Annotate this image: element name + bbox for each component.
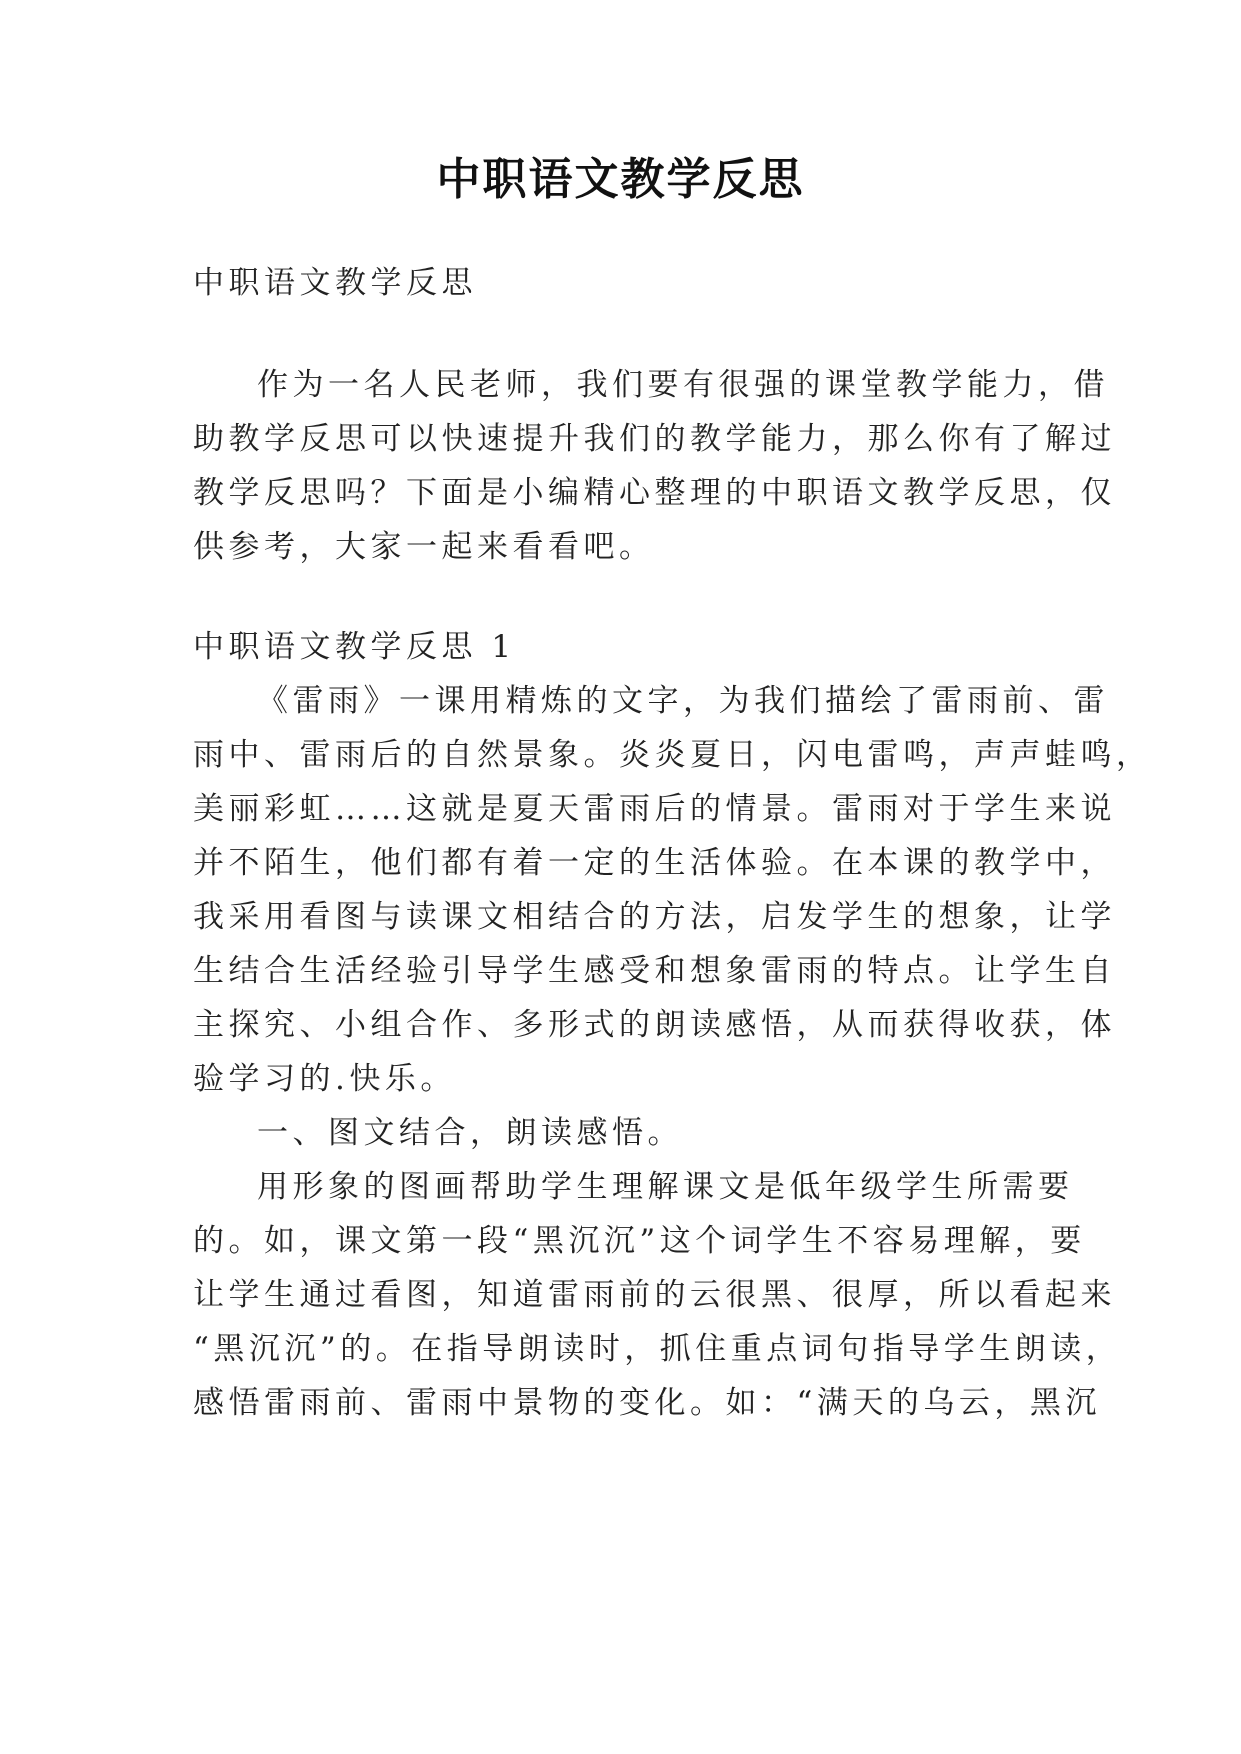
intro-line: 教学反思吗？下面是小编精心整理的中职语文教学反思，仅 bbox=[193, 475, 1116, 511]
section-heading: 中职语文教学反思 1 bbox=[193, 629, 516, 665]
point-heading: 一、图文结合，朗读感悟。 bbox=[257, 1115, 683, 1151]
paragraph-line: 美丽彩虹……这就是夏天雷雨后的情景。雷雨对于学生来说 bbox=[193, 791, 1116, 827]
paragraph-line: 生结合生活经验引导学生感受和想象雷雨的特点。让学生自 bbox=[193, 953, 1116, 989]
paragraph-line: 用形象的图画帮助学生理解课文是低年级学生所需要 bbox=[257, 1169, 1074, 1205]
paragraph-line: 验学习的.快乐。 bbox=[193, 1061, 456, 1097]
paragraph-line: 雨中、雷雨后的自然景象。炎炎夏日，闪电雷鸣，声声蛙鸣， bbox=[193, 737, 1152, 773]
paragraph-line: 的。如，课文第一段“黑沉沉”这个词学生不容易理解，要 bbox=[193, 1223, 1086, 1259]
intro-line: 作为一名人民老师，我们要有很强的课堂教学能力，借 bbox=[257, 367, 1109, 403]
paragraph-line: 并不陌生，他们都有着一定的生活体验。在本课的教学中， bbox=[193, 845, 1116, 881]
paragraph-line: 主探究、小组合作、多形式的朗读感悟，从而获得收获，体 bbox=[193, 1007, 1116, 1043]
document-title: 中职语文教学反思 bbox=[436, 154, 805, 205]
paragraph-line: “黑沉沉”的。在指导朗读时，抓住重点词句指导学生朗读， bbox=[193, 1331, 1122, 1367]
paragraph-line: 感悟雷雨前、雷雨中景物的变化。如：“满天的乌云，黑沉 bbox=[193, 1385, 1101, 1421]
paragraph-line: 《雷雨》一课用精炼的文字，为我们描绘了雷雨前、雷 bbox=[257, 683, 1109, 719]
paragraph-line: 让学生通过看图，知道雷雨前的云很黑、很厚，所以看起来 bbox=[193, 1277, 1116, 1313]
paragraph-line: 我采用看图与读课文相结合的方法，启发学生的想象，让学 bbox=[193, 899, 1116, 935]
intro-line: 供参考，大家一起来看看吧。 bbox=[193, 529, 655, 565]
subtitle: 中职语文教学反思 bbox=[193, 265, 477, 301]
intro-line: 助教学反思可以快速提升我们的教学能力，那么你有了解过 bbox=[193, 421, 1116, 457]
